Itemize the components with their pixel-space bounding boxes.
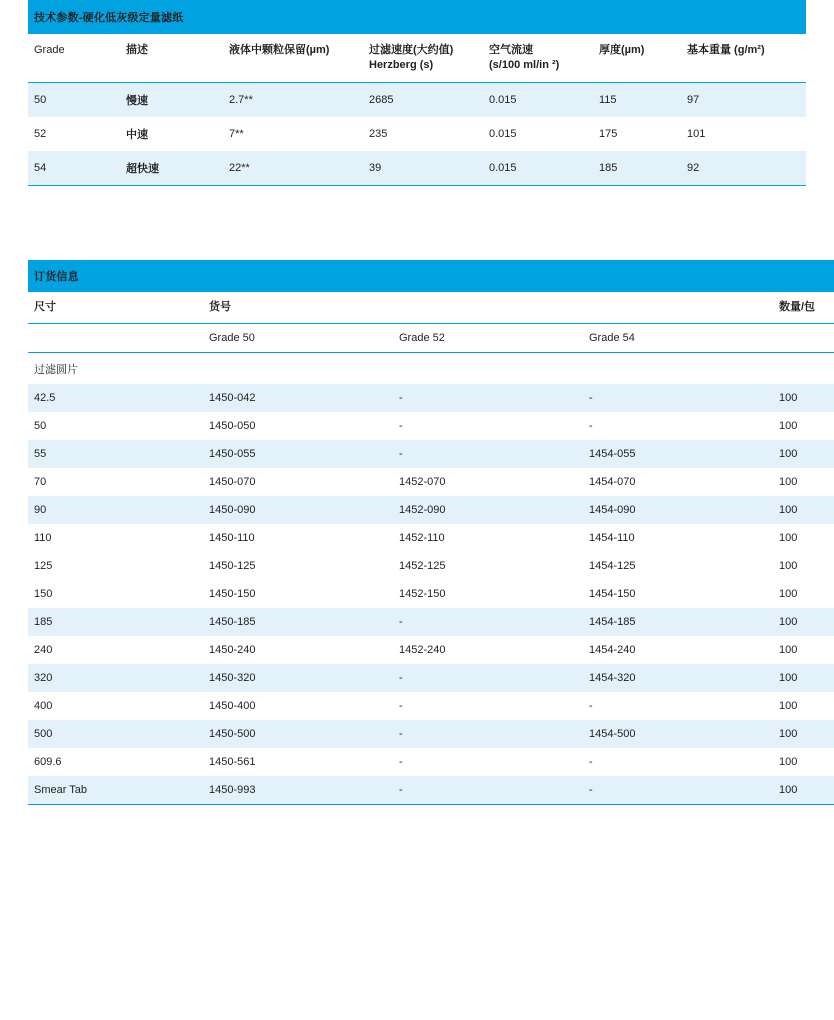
order-sub-grade-50: Grade 50 — [203, 323, 393, 352]
table-row — [28, 151, 806, 186]
order-cell-size: 42.5 — [28, 384, 203, 412]
order-cell-size: 55 — [28, 440, 203, 468]
tech-col-thickness-label: 厚度(µm) — [599, 44, 645, 56]
order-cell-grade-50: 1450-050 — [209, 419, 256, 432]
order-cell-quantity: 100 — [779, 419, 798, 432]
order-cell-grade-54: - — [589, 699, 593, 712]
table-row — [28, 412, 834, 440]
order-cell-grade-52: 1452-240 — [399, 643, 446, 656]
order-cell-quantity: 100 — [773, 720, 834, 748]
table-row — [28, 82, 806, 117]
order-cell-grade-52: - — [393, 720, 583, 748]
order-cell-grade-50: 1450-055 — [203, 440, 393, 468]
tech-col-particle-retention — [223, 34, 363, 82]
order-col-empty-2 — [583, 292, 773, 323]
tech-col-air-flow — [483, 34, 593, 82]
order-cell-grade-50: 1450-561 — [209, 755, 256, 768]
tech-col-grade — [28, 34, 120, 82]
order-cell-grade-50: 1450-150 — [209, 587, 256, 600]
tech-cell-basis-weight: 92 — [681, 151, 806, 186]
order-col-empty-1 — [393, 292, 583, 323]
order-cell-quantity: 100 — [773, 664, 834, 692]
order-cell-grade-50: 1450-320 — [203, 664, 393, 692]
table-row — [28, 496, 834, 524]
order-cell-grade-54: - — [583, 776, 773, 805]
order-cell-size: 110 — [34, 531, 52, 544]
order-cell-grade-52: - — [393, 664, 583, 692]
order-cell-grade-50: 1450-993 — [203, 776, 393, 805]
order-cell-grade-52: 1452-110 — [399, 531, 445, 544]
order-cell-quantity: 100 — [779, 755, 798, 768]
table-row — [28, 776, 834, 805]
table-row — [28, 720, 834, 748]
tech-cell-basis-weight: 97 — [681, 82, 806, 117]
technical-specifications-table — [28, 0, 806, 186]
order-cell-grade-54: 1454-070 — [589, 475, 636, 488]
order-cell-size: 609.6 — [34, 755, 62, 768]
order-cell-grade-54: 1454-110 — [589, 531, 635, 544]
order-group-label: 过滤圆片 — [34, 363, 78, 376]
order-cell-grade-52: 1452-070 — [399, 475, 446, 488]
order-cell-size: 150 — [34, 587, 53, 600]
ordering-information-table — [28, 260, 834, 805]
tech-cell-grade: 52 — [34, 127, 47, 140]
order-sub-size — [28, 323, 203, 352]
order-cell-size: 70 — [34, 475, 47, 488]
order-group-row — [28, 352, 834, 384]
order-cell-size: 50 — [34, 419, 47, 432]
table-row — [28, 608, 834, 636]
tech-col-thickness — [593, 34, 681, 82]
order-title-row — [28, 260, 834, 292]
order-cell-grade-50: 1450-240 — [209, 643, 256, 656]
tech-cell-thickness: 185 — [593, 151, 681, 186]
tech-col-air-flow-label: 空气流速 — [489, 44, 533, 56]
tech-col-particle-retention-label: 液体中颗粒保留(µm) — [229, 44, 330, 56]
order-cell-grade-52: - — [393, 384, 583, 412]
order-cell-grade-50: 1450-185 — [203, 608, 393, 636]
order-cell-quantity: 100 — [779, 531, 798, 544]
order-cell-size: 240 — [34, 643, 53, 656]
order-cell-grade-52: - — [399, 419, 403, 432]
table-row — [28, 440, 834, 468]
order-cell-size: 125 — [34, 559, 53, 572]
order-cell-grade-54: 1454-090 — [583, 496, 773, 524]
order-cell-quantity: 100 — [779, 643, 798, 656]
tech-col-basis-weight-label: 基本重量 (g/m²) — [687, 44, 765, 56]
order-cell-grade-50: 1450-070 — [209, 475, 256, 488]
tech-col-description — [120, 34, 223, 82]
order-col-cat-number: 货号 — [203, 292, 393, 323]
order-cell-grade-52: - — [399, 699, 403, 712]
order-col-size: 尺寸 — [28, 292, 203, 323]
tech-col-filtration-speed-sublabel: Herzberg (s) — [369, 58, 434, 71]
order-cell-grade-52: 1452-125 — [399, 559, 446, 572]
order-cell-grade-54: - — [583, 384, 773, 412]
tech-cell-filtration-speed: 2685 — [363, 82, 483, 117]
tech-cell-thickness: 115 — [593, 82, 681, 117]
order-cell-grade-52: - — [393, 440, 583, 468]
tech-col-filtration-speed — [363, 34, 483, 82]
order-cell-grade-54: 1454-500 — [583, 720, 773, 748]
tech-cell-description: 慢速 — [120, 82, 223, 117]
tech-col-air-flow-sublabel: (s/100 ml/in ²) — [489, 58, 560, 71]
order-cell-size: 185 — [28, 608, 203, 636]
order-cell-grade-54: 1454-240 — [589, 643, 636, 656]
table-row — [28, 524, 834, 552]
order-cell-quantity: 100 — [779, 475, 798, 488]
table-row — [28, 748, 834, 776]
tech-cell-grade: 50 — [28, 82, 120, 117]
order-cell-quantity: 100 — [773, 440, 834, 468]
order-header-row — [28, 292, 834, 323]
order-col-quantity: 数量/包 — [773, 292, 834, 323]
tech-cell-basis-weight: 101 — [687, 127, 706, 140]
order-sub-grade-54: Grade 54 — [583, 323, 773, 352]
tech-cell-thickness: 175 — [599, 127, 618, 140]
order-cell-grade-54: 1454-125 — [589, 559, 636, 572]
table-row — [28, 468, 834, 496]
order-cell-size: 400 — [34, 699, 53, 712]
tech-header-row — [28, 34, 806, 82]
order-cell-grade-50: 1450-125 — [209, 559, 256, 572]
table-row — [28, 636, 834, 664]
order-cell-size: 320 — [28, 664, 203, 692]
order-cell-grade-50: 1450-042 — [203, 384, 393, 412]
tech-col-filtration-speed-label: 过滤速度(大约值) — [369, 44, 454, 56]
order-subheader-row — [28, 323, 834, 352]
tech-cell-air-flow: 0.015 — [489, 127, 517, 140]
order-sub-grade-52: Grade 52 — [393, 323, 583, 352]
order-cell-grade-50: 1450-090 — [203, 496, 393, 524]
tech-cell-filtration-speed: 39 — [363, 151, 483, 186]
order-cell-quantity: 100 — [779, 587, 798, 600]
order-cell-grade-52: - — [393, 776, 583, 805]
order-cell-size: Smear Tab — [28, 776, 203, 805]
order-cell-grade-54: - — [589, 419, 593, 432]
table-row — [28, 692, 834, 720]
order-cell-size: 500 — [28, 720, 203, 748]
order-cell-grade-52: - — [393, 608, 583, 636]
tech-cell-particle-retention: 22** — [223, 151, 363, 186]
tech-cell-air-flow: 0.015 — [483, 82, 593, 117]
tech-title-row — [28, 0, 806, 34]
order-cell-grade-54: 1454-150 — [589, 587, 636, 600]
order-cell-size: 90 — [28, 496, 203, 524]
section-spacer — [28, 186, 806, 260]
order-cell-quantity: 100 — [773, 776, 834, 805]
order-section-title: 订货信息 — [28, 260, 834, 292]
order-cell-quantity: 100 — [773, 608, 834, 636]
table-row — [28, 384, 834, 412]
order-cell-grade-54: - — [589, 755, 593, 768]
table-row — [28, 117, 806, 151]
tech-cell-filtration-speed: 235 — [369, 127, 388, 140]
tech-cell-particle-retention: 2.7** — [223, 82, 363, 117]
order-cell-grade-50: 1450-400 — [209, 699, 256, 712]
table-row — [28, 664, 834, 692]
order-cell-grade-52: - — [399, 755, 403, 768]
tech-cell-description: 超快速 — [120, 151, 223, 186]
tech-cell-description: 中速 — [126, 128, 148, 141]
tech-col-basis-weight — [681, 34, 806, 82]
order-cell-quantity: 100 — [773, 384, 834, 412]
tech-cell-air-flow: 0.015 — [483, 151, 593, 186]
tech-cell-grade: 54 — [28, 151, 120, 186]
order-cell-quantity: 100 — [773, 496, 834, 524]
table-row — [28, 552, 834, 580]
order-cell-grade-54: 1454-185 — [583, 608, 773, 636]
order-cell-grade-50: 1450-500 — [203, 720, 393, 748]
table-row — [28, 580, 834, 608]
order-cell-grade-54: 1454-320 — [583, 664, 773, 692]
tech-col-grade-label: Grade — [34, 44, 65, 56]
order-cell-grade-54: 1454-055 — [583, 440, 773, 468]
order-cell-quantity: 100 — [779, 699, 798, 712]
order-cell-grade-50: 1450-110 — [209, 531, 255, 544]
order-cell-quantity: 100 — [779, 559, 798, 572]
tech-section-title: 技术参数-硬化低灰级定量滤纸 — [28, 0, 806, 34]
order-sub-quantity — [773, 323, 834, 352]
tech-col-description-label: 描述 — [126, 44, 148, 56]
order-cell-grade-52: 1452-090 — [393, 496, 583, 524]
order-cell-grade-52: 1452-150 — [399, 587, 446, 600]
tech-cell-particle-retention: 7** — [229, 127, 244, 140]
